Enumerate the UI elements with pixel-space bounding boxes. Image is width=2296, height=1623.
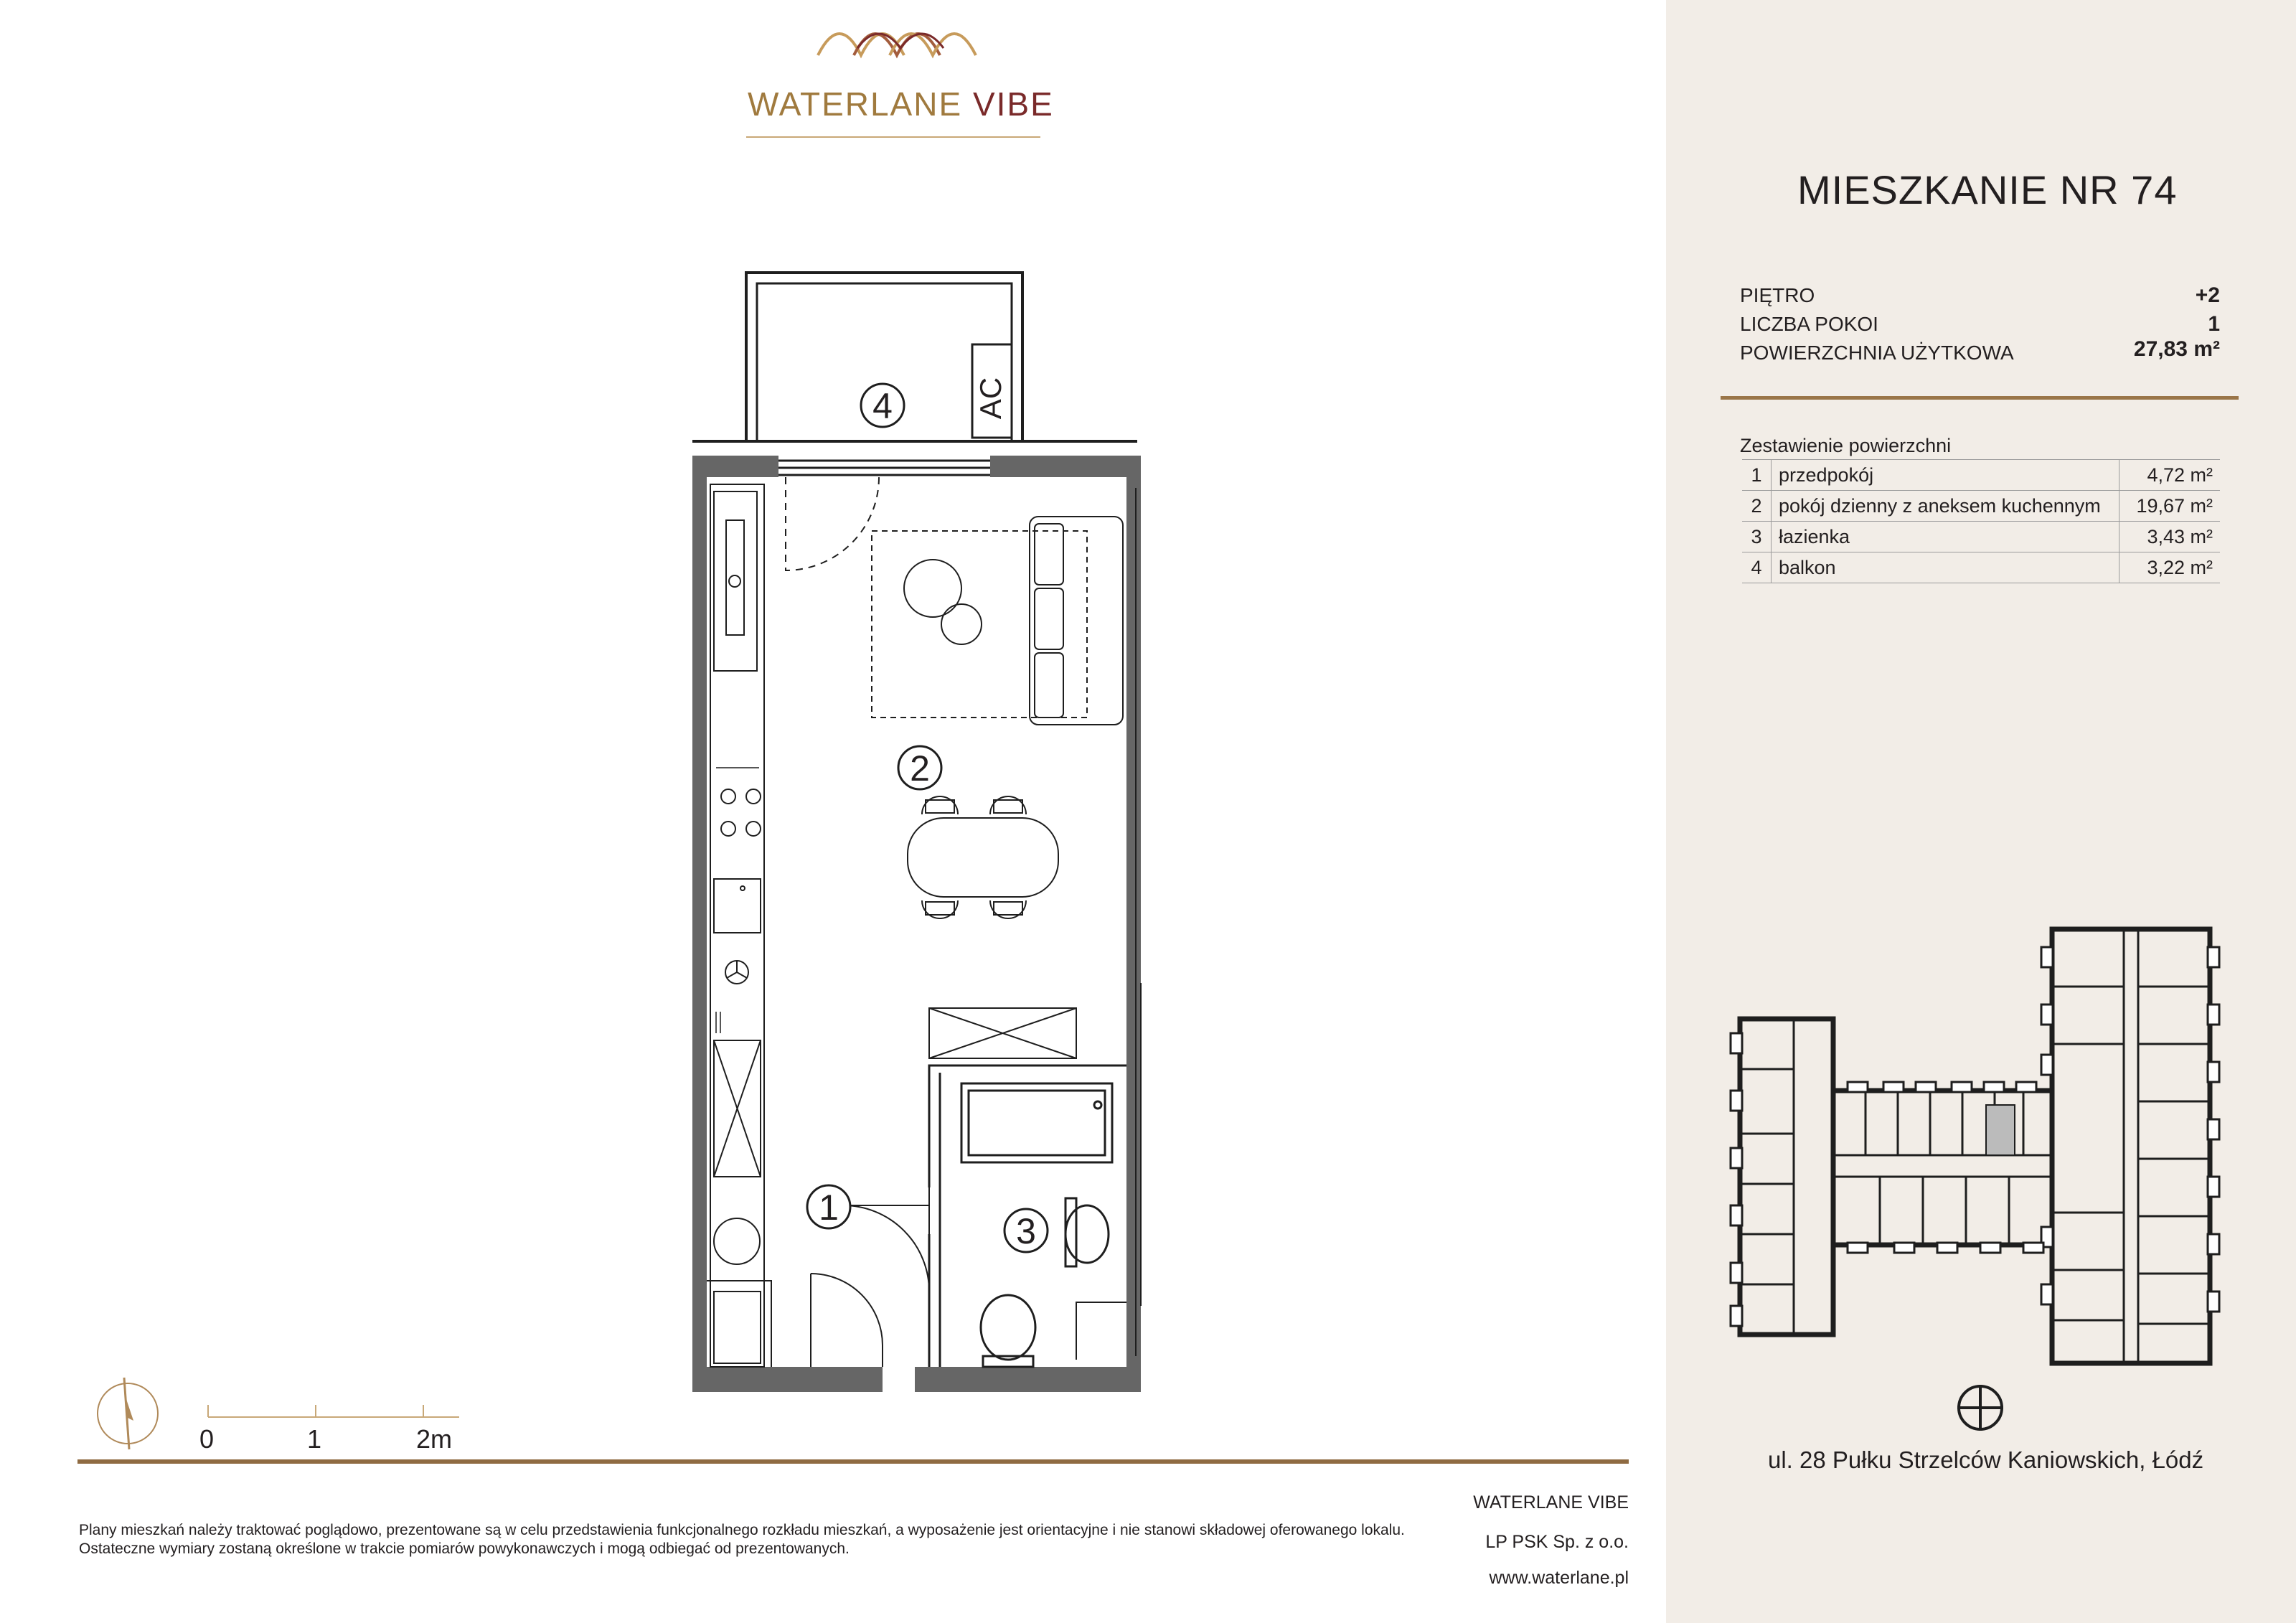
room-marker-2: 2 <box>910 748 930 789</box>
balcony-door <box>786 477 879 570</box>
kitchen <box>710 484 764 1367</box>
area-label: POWIERZCHNIA UŻYTKOWA <box>1740 342 2014 364</box>
scale-bar <box>194 1399 466 1428</box>
living-area <box>872 517 1123 725</box>
logo-waves-icon <box>814 16 987 66</box>
entrance-door <box>811 1274 883 1367</box>
room-area: 3,22 m² <box>2119 552 2221 583</box>
rooms-value: 1 <box>2208 312 2220 336</box>
footer-divider <box>77 1459 1629 1464</box>
room-name: pokój dzienny z aneksem kuchennym <box>1772 491 2119 522</box>
room-number: 2 <box>1742 491 1772 522</box>
room-number: 1 <box>1742 460 1772 491</box>
info-divider <box>1721 396 2239 400</box>
room-marker-4: 4 <box>872 386 893 426</box>
table-row <box>1742 552 2220 583</box>
dining-table <box>908 796 1058 918</box>
bathroom-door <box>843 1187 929 1292</box>
company-name: WATERLANE VIBE <box>1473 1492 1629 1513</box>
disclaimer <box>79 1521 1457 1558</box>
apartment-title: MIESZKANIE NR 74 <box>1797 167 2178 212</box>
floor-plan <box>646 265 1162 1406</box>
scale-1: 1 <box>307 1424 322 1454</box>
scale-0: 0 <box>199 1424 215 1454</box>
room-area: 19,67 m² <box>2119 491 2221 522</box>
room-name: przedpokój <box>1772 460 2119 491</box>
floor-value: +2 <box>2195 283 2220 307</box>
disclaimer-line2: Ostateczne wymiary zostaną określone w trakcie pomiarów powykonawczych i mogą odbiegać od prezentowanych. <box>79 1540 850 1557</box>
table-row <box>1742 522 2220 552</box>
area-summary-table <box>1742 459 2220 583</box>
compass-icon <box>1956 1383 2005 1432</box>
room-area: 3,43 m² <box>2119 522 2221 552</box>
company-firm: LP PSK Sp. z o.o. <box>1485 1532 1629 1552</box>
room-number: 3 <box>1742 522 1772 552</box>
ac-label: AC <box>974 377 1007 420</box>
area-value: 27,83 m² <box>2133 337 2220 361</box>
floor-label: PIĘTRO <box>1740 284 1815 306</box>
room-name: balkon <box>1772 552 2119 583</box>
logo-text <box>748 85 1054 123</box>
logo-underline <box>746 136 1040 138</box>
north-arrow-icon <box>92 1370 164 1457</box>
address: ul. 28 Pułku Strzelców Kaniowskich, Łódź <box>1768 1446 2204 1473</box>
walls <box>692 456 1141 1392</box>
summary-title: Zestawienie powierzchni <box>1740 435 1952 456</box>
room-area: 4,72 m² <box>2119 460 2221 491</box>
table-row <box>1742 460 2220 491</box>
rooms-label: LICZBA POKOI <box>1740 313 1878 335</box>
company-website[interactable]: www.waterlane.pl <box>1489 1568 1629 1588</box>
logo-part1: WATERLANE <box>748 85 963 123</box>
balcony <box>692 273 1137 441</box>
wardrobe <box>929 1008 1076 1058</box>
info-panel <box>1666 0 2296 1623</box>
table-row <box>1742 491 2220 522</box>
disclaimer-line1: Plany mieszkań należy traktować poglądowo, prezentowane są w celu przedstawienia funkcjonalnego rozkładu mieszkań, a wyposażenie jest orientacyjne i nie stanowi składowej oferowanego lokalu. <box>79 1522 1405 1538</box>
room-name: łazienka <box>1772 522 2119 552</box>
room-marker-3: 3 <box>1016 1211 1036 1251</box>
logo-part2: VIBE <box>972 85 1054 123</box>
scale-2m: 2m <box>416 1424 453 1454</box>
room-number: 4 <box>1742 552 1772 583</box>
building-key-plan <box>1722 918 2253 1378</box>
room-marker-1: 1 <box>819 1187 839 1228</box>
